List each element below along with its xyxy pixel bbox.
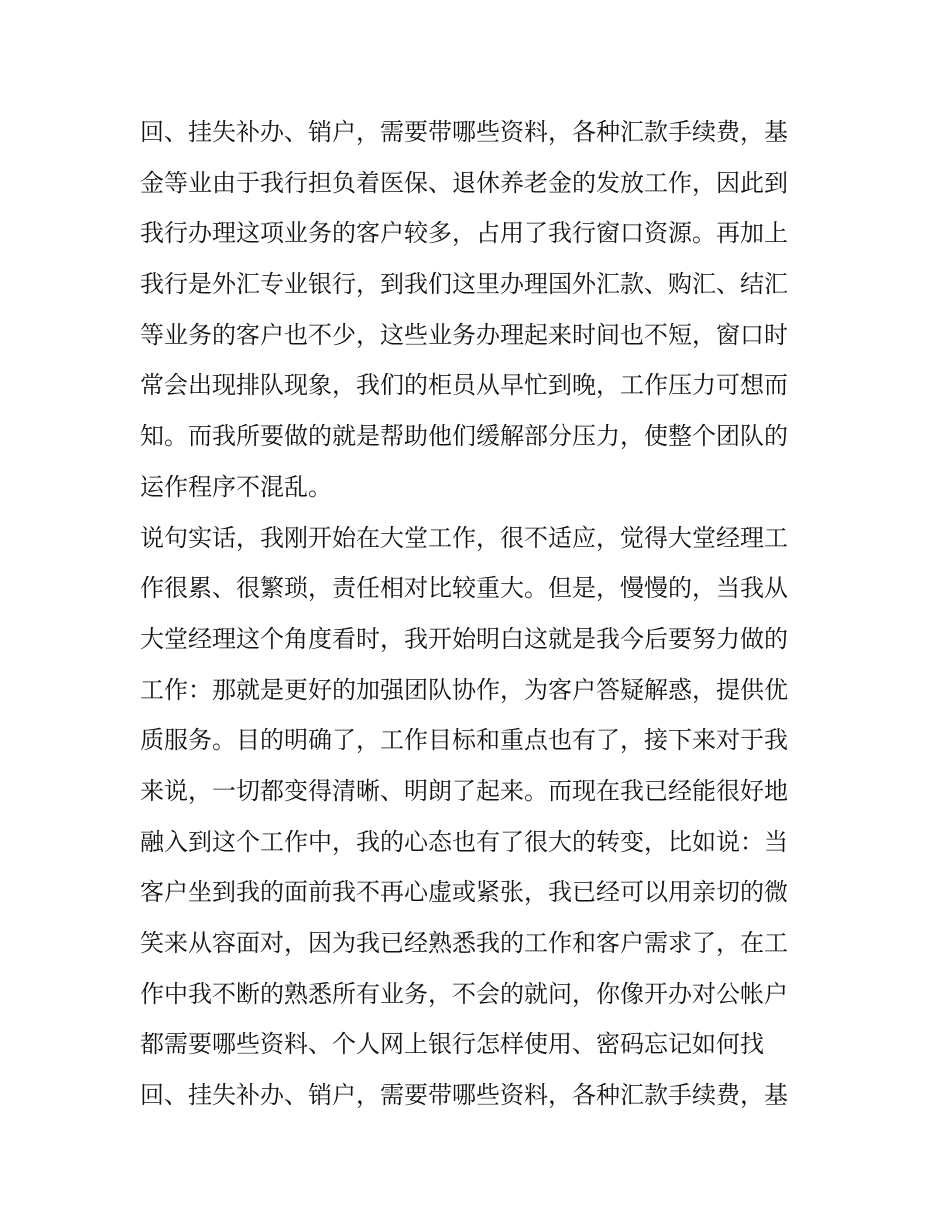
text-line: 金等业由于我行担负着医保、退休养老金的发放工作，因此到	[140, 168, 788, 197]
text-line: 运作程序不混乱。	[140, 472, 332, 501]
text-line: 融入到这个工作中，我的心态也有了很大的转变，比如说：当	[140, 827, 788, 856]
text-line: 客户坐到我的面前我不再心虚或紧张，我已经可以用亲切的微	[140, 878, 788, 907]
text-line: 知。而我所要做的就是帮助他们缓解部分压力，使整个团队的	[140, 422, 788, 451]
text-line: 工作：那就是更好的加强团队协作，为客户答疑解惑，提供优	[140, 675, 788, 704]
text-line: 我行办理这项业务的客户较多，占用了我行窗口资源。再加上	[140, 219, 788, 248]
text-line: 质服务。目的明确了，工作目标和重点也有了，接下来对于我	[140, 726, 788, 755]
text-line: 说句实话，我刚开始在大堂工作，很不适应，觉得大堂经理工	[140, 523, 788, 552]
text-line: 作很累、很繁琐，责任相对比较重大。但是，慢慢的，当我从	[140, 574, 788, 603]
text-line: 大堂经理这个角度看时，我开始明白这就是我今后要努力做的	[140, 624, 788, 653]
text-line: 回、挂失补办、销户，需要带哪些资料，各种汇款手续费，基	[140, 118, 788, 146]
text-line: 来说，一切都变得清晰、明朗了起来。而现在我已经能很好地	[140, 776, 788, 805]
text-line: 都需要哪些资料、个人网上银行怎样使用、密码忘记如何找	[140, 1030, 764, 1059]
text-line: 等业务的客户也不少，这些业务办理起来时间也不短，窗口时	[140, 320, 788, 349]
text-line: 笑来从容面对，因为我已经熟悉我的工作和客户需求了，在工	[140, 929, 788, 957]
text-line: 常会出现排队现象，我们的柜员从早忙到晚，工作压力可想而	[140, 371, 788, 400]
text-line: 作中我不断的熟悉所有业务，不会的就问，你像开办对公帐户	[140, 979, 788, 1008]
document-body	[140, 107, 820, 1121]
text-line: 回、挂失补办、销户，需要带哪些资料，各种汇款手续费，基	[140, 1081, 788, 1110]
text-line: 我行是外汇专业银行，到我们这里办理国外汇款、购汇、结汇	[140, 270, 788, 299]
